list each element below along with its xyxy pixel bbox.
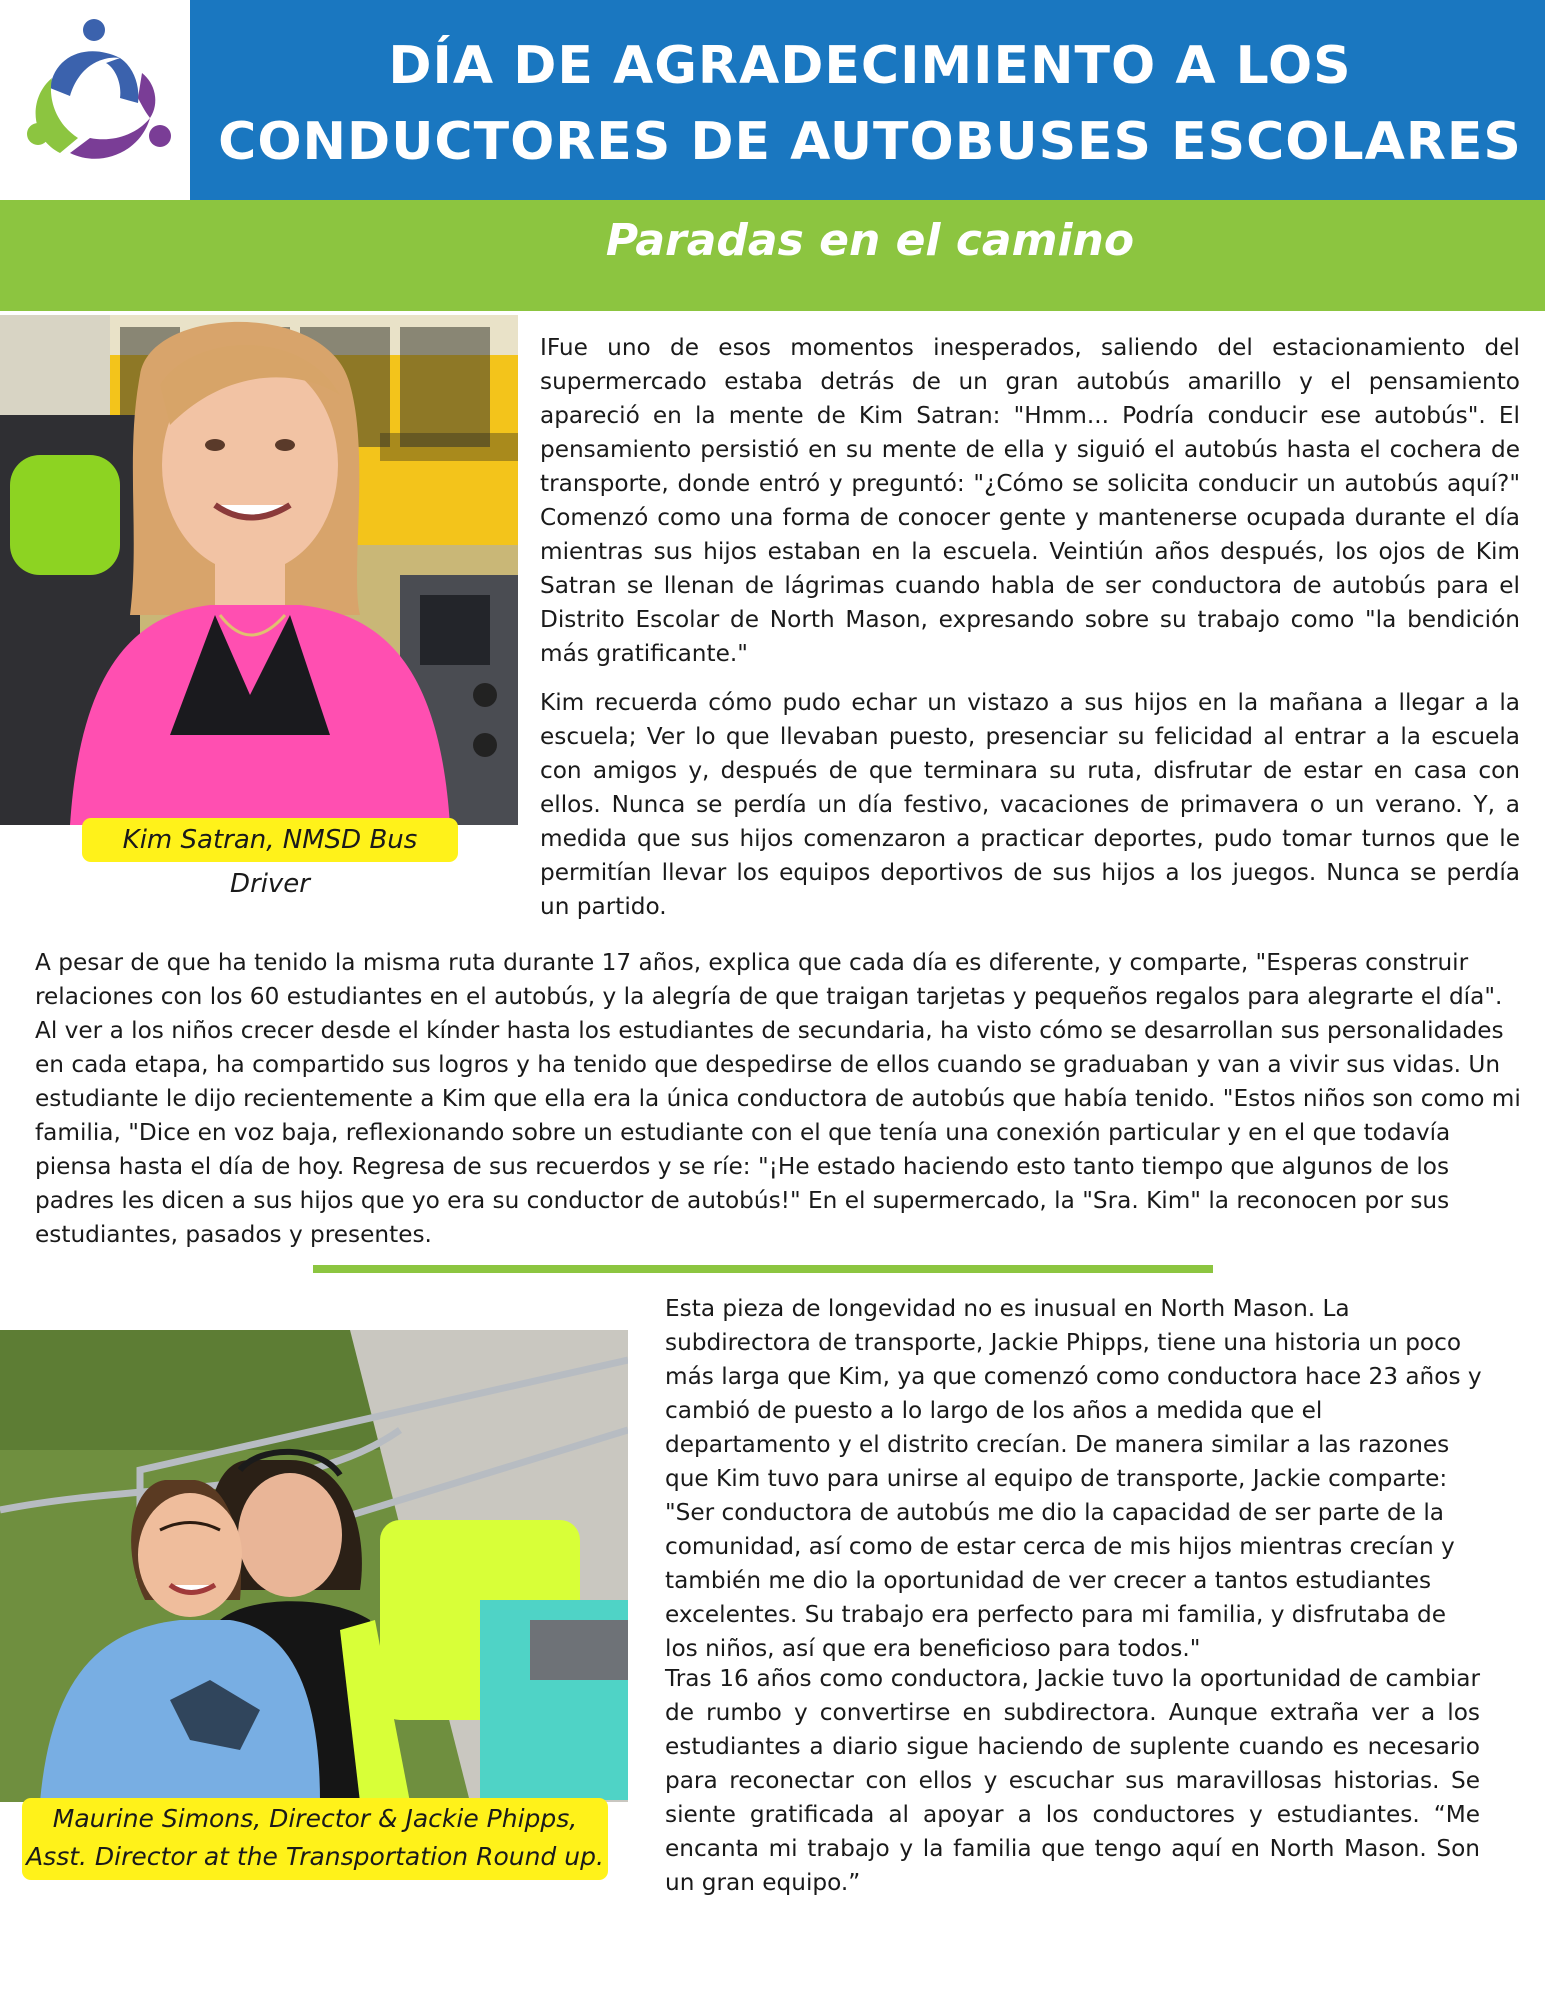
article-paragraph-5: Tras 16 años como conductora, Jackie tuvo la oportunidad de cambiar de rumbo y convertirse en subdirectora. Aunque extraña ver a los estudiantes a diario sigue haciendo de suplente cuando es necesario para reconectar con ellos y escuchar sus maravillosas historias. Se siente gratificada al apoyar a los conductores y estudiantes. “Me encanta mi trabajo y la familia que tengo aquí en North Mason. Son un gran equipo.” bbox=[665, 1665, 1480, 1896]
logo bbox=[0, 0, 190, 200]
article-paragraph-2: Kim recuerda cómo pudo echar un vistazo a sus hijos en la mañana a llegar a la escuela; Ver lo que llevaban puesto, presenciar su felicidad al entrar a la escuela con amigos y, después de que terminara su ruta, disfrutar de estar en casa con ellos. Nunca se perdía un día festivo, vacaciones de primavera o un verano. Y, a medida que sus hijos comenzaron a practicar deportes, pudo tomar turnos que le permitían llevar los equipos deportivos de sus hijos a los juegos. Nunca se perdía un partido. bbox=[540, 689, 1520, 920]
photo-caption-kim: Kim Satran, NMSD Bus Driver bbox=[82, 818, 458, 862]
page-title: DÍA DE AGRADECIMIENTO A LOS CONDUCTORES DE AUTOBUSES ESCOLARES bbox=[218, 36, 1522, 172]
article-paragraph-4: Esta pieza de longevidad no es inusual en North Mason. La subdirectora de transporte, Jackie Phipps, tiene una historia un poco más larga que Kim, ya que comenzó como conductora hace 23 años y cambió de puesto a lo largo de los años a medida que el departamento y el distrito crecían. De manera similar a las razones que Kim tuvo para unirse al equipo de transporte, Jackie comparte: "Ser conductora de autobús me dio la capacidad de ser parte de la comunidad, así como de estar cerca de mis hijos mientras crecían y también me dio la oportunidad de ver crecer a tantos estudiantes excelentes. Su trabajo era perfecto para mi familia, y disfrutaba de los niños, así que era beneficioso para todos." bbox=[665, 1295, 1482, 1662]
section-divider bbox=[313, 1265, 1213, 1273]
page-subtitle: Paradas en el camino bbox=[605, 215, 1135, 266]
transportation-roundup-photo bbox=[0, 1330, 628, 1802]
photo-caption-roundup: Maurine Simons, Director & Jackie Phipps, Asst. Director at the Transportation Round up. bbox=[22, 1798, 608, 1880]
article-paragraph-3: A pesar de que ha tenido la misma ruta durante 17 años, explica que cada día es diferente, y comparte, "Esperas construir relaciones con los 60 estudiantes en el autobús, y la alegría de que traigan tarjetas y pequeños regalos para alegrarte el día". Al ver a los niños crecer desde el kínder hasta los estudiantes de secundaria, ha visto cómo se desarrollan sus personalidades en cada etapa, ha compartido sus logros y ha tenido que despedirse de ellos cuando se graduaban y van a vivir sus vidas. Un estudiante le dijo recientemente a Kim que ella era la única conductora de autobús que había tenido. "Estos niños son como mi familia, "Dice en voz baja, reflexionando sobre un estudiante con el que tenía una conexión particular y en el que todavía piensa hasta el día de hoy. Regresa de sus recuerdos y se ríe: "¡He estado haciendo esto tanto tiempo que algunos de los padres les dicen a sus hijos que yo era su conductor de autobús!" En el supermercado, la "Sra. Kim" la reconocen por sus estudiantes, pasados y presentes. bbox=[35, 949, 1521, 1248]
people-circle-logo-icon bbox=[10, 18, 180, 168]
article-paragraph-1: IFue uno de esos momentos inesperados, saliendo del estacionamiento del supermercado estaba detrás de un gran autobús amarillo y el pensamiento apareció en la mente de Kim Satran: "Hmm... Podría conducir ese autobús". El pensamiento persistió en su mente de ella y siguió el autobús hasta el cochera de transporte, donde entró y preguntó: "¿Cómo se solicita conducir un autobús aquí?" Comenzó como una forma de conocer gente y mantenerse ocupada durante el día mientras sus hijos estaban en la escuela. Veintiún años después, los ojos de Kim Satran se llenan de lágrimas cuando habla de ser conductora de autobús para el Distrito Escolar de North Mason, expresando sobre su trabajo como "la bendición más gratificante." bbox=[540, 334, 1520, 667]
bus-driver-photo bbox=[0, 315, 518, 825]
